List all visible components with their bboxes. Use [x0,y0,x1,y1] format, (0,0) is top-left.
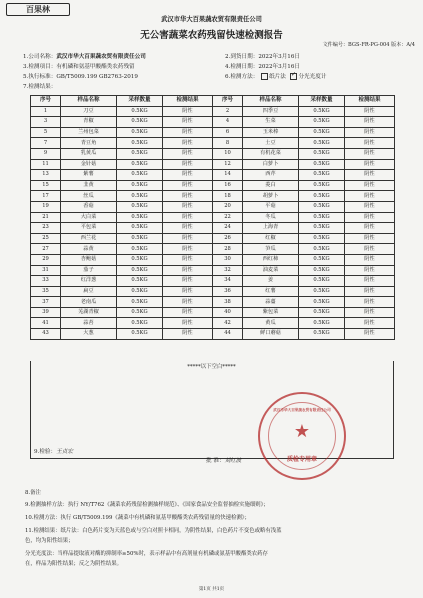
table-cell: 0.5KG [299,329,345,340]
table-cell: 阴性 [345,159,395,170]
table-cell: 44 [213,329,243,340]
table-cell: 阴性 [163,276,213,287]
table-cell: 13 [31,170,61,181]
company-logo: 百果林 [6,3,70,16]
table-row [31,106,395,117]
table-cell: 0.5KG [117,148,163,159]
spectrophotometer-label: 分光光度计 [298,74,327,80]
tester-field [34,447,73,455]
header-cell: 序号 [31,96,61,107]
table-cell: 11 [31,159,61,170]
table-row [31,170,395,181]
table-cell: 0.5KG [117,117,163,128]
table-cell: 8 [213,138,243,149]
table-cell: 31 [31,265,61,276]
table-cell: 33 [31,276,61,287]
table-cell: 0.5KG [117,233,163,244]
paper-method-label: 纸片法 [269,74,286,80]
header-cell: 样品名称 [243,96,299,107]
table-cell: 阴性 [163,180,213,191]
note-line: 分光光度法：当样品提取液对酶的抑制率≥50%时，表示样品中有高剂量有机磷或氨基甲酸酯类农药存 [25,551,268,557]
header-cell: 序号 [213,96,243,107]
table-cell: 老南瓜 [61,297,117,308]
note-line: 9.检测抽样方法：执行 NY/T762《蔬菜农药残留检测抽样规范》、《国家食品安全监督抽检实施细则》； [25,502,269,508]
table-cell: 阴性 [163,318,213,329]
seal-bottom-text: 质检专用章 [286,456,317,463]
table-cell: 0.5KG [299,244,345,255]
table-cell: 阴性 [345,244,395,255]
header-cell: 采样数量 [299,96,345,107]
table-cell: 菱白 [243,180,299,191]
table-row [31,297,395,308]
test-date-label: 4.检测日期： [225,64,259,70]
company-name-label: 1.公司名称： [23,54,57,60]
table-cell: 40 [213,307,243,318]
table-cell: 阴性 [345,170,395,181]
table-cell: 红洋葱 [61,276,117,287]
table-cell: 0.5KG [299,148,345,159]
table-cell: 1 [31,106,61,117]
table-cell: 紫包菜 [243,307,299,318]
table-cell: 阴性 [345,318,395,329]
table-cell: 0.5KG [299,233,345,244]
table-cell: 0.5KG [299,307,345,318]
table-cell: 26 [213,233,243,244]
table-cell: 15 [31,180,61,191]
table-cell: 阴性 [163,170,213,181]
table-cell: 阴性 [163,297,213,308]
table-cell: 29 [31,254,61,265]
table-cell: 阴性 [345,286,395,297]
table-cell: 0.5KG [299,297,345,308]
approver-field [206,456,241,464]
table-cell: 阴性 [345,297,395,308]
note-line: 10.检测方法：执行 GB/T5009.199《蔬菜中有机磷和氨基甲酸酯类农药残留量的快速检测》； [25,515,250,521]
table-cell: 冬瓜 [243,212,299,223]
table-cell: 刀豆 [61,106,117,117]
table-row [31,212,395,223]
table-cell: 20 [213,201,243,212]
table-cell: 西芹 [243,170,299,181]
table-cell: 32 [213,265,243,276]
tester-label: 9.检验： [34,449,57,455]
table-cell: 0.5KG [299,212,345,223]
table-cell: 阴性 [163,148,213,159]
table-cell: 37 [31,297,61,308]
table-cell: 阴性 [345,138,395,149]
table-cell: 平包菜 [61,223,117,234]
table-cell: 0.5KG [299,254,345,265]
table-cell: 25 [31,233,61,244]
paper-method-checkbox [261,73,268,80]
arrival-date-value: 2022年3月16日 [258,54,301,60]
table-cell: 阴性 [345,127,395,138]
table-cell: 阴性 [163,138,213,149]
page-number: 第1页 共1页 [198,587,225,592]
table-cell: 0.5KG [117,223,163,234]
table-header-row [31,96,395,107]
table-cell: 阴性 [163,254,213,265]
table-cell: 0.5KG [117,307,163,318]
table-cell: 0.5KG [117,201,163,212]
table-cell: 阴性 [163,329,213,340]
table-cell: 6 [213,127,243,138]
table-cell: 韭黄 [61,180,117,191]
table-cell: 3 [31,117,61,128]
table-cell: 上海青 [243,223,299,234]
table-cell: 0.5KG [117,106,163,117]
table-cell: 0.5KG [117,159,163,170]
table-cell: 阴性 [163,244,213,255]
table-row [31,148,395,159]
table-cell: 乳黄瓜 [61,148,117,159]
header-cell: 检测结果 [163,96,213,107]
table-cell: 阴性 [163,201,213,212]
table-cell: 青椒 [61,117,117,128]
document-number: 文件编号：BGS-FR-PG-004 版本：A/4 [322,42,415,48]
table-cell: 12 [213,159,243,170]
table-cell: 0.5KG [299,106,345,117]
table-cell: 0.5KG [299,117,345,128]
table-cell: 笋瓜 [243,244,299,255]
table-cell: 阴性 [163,212,213,223]
table-cell: 金针菇 [61,159,117,170]
table-cell: 0.5KG [117,318,163,329]
table-cell: 扁豆 [61,286,117,297]
results-label: 7.检测结果： [23,84,57,90]
table-cell: 蒜薹 [243,297,299,308]
header-cell: 采样数量 [117,96,163,107]
table-row [31,180,395,191]
table-cell: 土豆 [243,138,299,149]
table-cell: 0.5KG [117,244,163,255]
table-cell: 24 [213,223,243,234]
table-cell: 16 [213,180,243,191]
test-item-field [23,62,135,70]
table-cell: 0.5KG [117,286,163,297]
table-cell: 0.5KG [117,212,163,223]
standard-field [23,72,138,80]
table-cell: 7 [31,138,61,149]
header-cell: 样品名称 [61,96,117,107]
table-cell: 0.5KG [299,318,345,329]
table-cell: 42 [213,318,243,329]
table-cell: 阴性 [163,106,213,117]
test-item-value: 有机磷和氨基甲酸酯类农药残留 [56,64,135,70]
table-cell: 19 [31,201,61,212]
table-cell: 丝瓜 [61,191,117,202]
arrival-date-field [225,52,300,60]
table-cell: 0.5KG [117,127,163,138]
table-cell: 0.5KG [117,297,163,308]
table-cell: 阴性 [345,254,395,265]
table-row [31,276,395,287]
table-cell: 0.5KG [117,276,163,287]
table-cell: 茄子 [61,265,117,276]
table-cell: 兰州包菜 [61,127,117,138]
table-row [31,329,395,340]
table-row [31,307,395,318]
table-cell: 杏鲍菇 [61,254,117,265]
table-cell: 36 [213,286,243,297]
table-row [31,201,395,212]
table-cell: 阴性 [345,117,395,128]
table-cell: 油麦菜 [243,265,299,276]
note-line: 在，样品为阳性结果；反之为阴性结果。 [25,561,123,567]
table-cell: 阴性 [163,233,213,244]
table-cell: 阴性 [345,180,395,191]
table-cell: 17 [31,191,61,202]
table-cell: 阴性 [163,127,213,138]
table-cell: 阴性 [163,286,213,297]
table-cell: 西兰花 [61,233,117,244]
table-cell: 0.5KG [299,265,345,276]
table-cell: 黄瓜 [243,318,299,329]
table-cell: 39 [31,307,61,318]
table-cell: 5 [31,127,61,138]
table-cell: 34 [213,276,243,287]
standard-value: GB/T5009.199 GB2763-2019 [56,74,138,80]
table-cell: 2 [213,106,243,117]
table-cell: 阴性 [163,307,213,318]
table-cell: 0.5KG [299,127,345,138]
table-cell: 西红柿 [243,254,299,265]
note-line: 8.备注 [25,490,41,496]
note-line: 色，均为阳性结果； [25,538,74,544]
tester-signature: 王贞宏 [56,449,73,455]
results-table [30,95,395,340]
seal-star-icon: ★ [293,421,311,442]
note-line: 11.检测结果：纸片法：白色药片变为天蓝色或与空白对照卡相同，为阴性结果，白色药片不变色或略有浅蓝 [25,528,282,534]
table-cell: 玉米棒 [243,127,299,138]
table-cell: 胡萝卜 [243,191,299,202]
table-cell: 0.5KG [117,180,163,191]
table-cell: 0.5KG [299,180,345,191]
table-row [31,223,395,234]
table-cell: 0.5KG [299,138,345,149]
table-cell: 18 [213,191,243,202]
table-cell: 4 [213,117,243,128]
table-cell: 0.5KG [299,276,345,287]
company-name-field [23,52,146,60]
table-row [31,265,395,276]
table-row [31,318,395,329]
table-cell: 0.5KG [117,265,163,276]
table-cell: 生菜 [243,117,299,128]
table-cell: 0.5KG [117,329,163,340]
table-row [31,286,395,297]
table-cell: 阴性 [345,307,395,318]
table-cell: 阴性 [345,265,395,276]
company-header: 武汉市华大百果蔬农贸有限责任公司 [161,16,262,23]
arrival-date-label: 2.到货日期： [225,54,259,60]
table-cell: 蒜苔 [61,318,117,329]
table-cell: 27 [31,244,61,255]
table-cell: 9 [31,148,61,159]
table-cell: 阴性 [345,212,395,223]
table-cell: 鲜口蘑菇 [243,329,299,340]
test-item-label: 3.检测项目： [23,64,57,70]
quality-inspection-seal [258,392,346,480]
table-cell: 阴性 [345,191,395,202]
table-cell: 0.5KG [299,170,345,181]
table-cell: 红薯 [243,286,299,297]
table-row [31,159,395,170]
table-cell: 21 [31,212,61,223]
table-cell: 红椒 [243,233,299,244]
table-cell: 30 [213,254,243,265]
table-row [31,117,395,128]
table-cell: 0.5KG [299,191,345,202]
test-date-field [225,62,300,70]
method-label: 6.检测方法： [225,74,259,80]
table-row [31,244,395,255]
table-cell: 0.5KG [299,159,345,170]
table-cell: 大白菜 [61,212,117,223]
spectrophotometer-checkbox [290,73,297,80]
table-cell: 白萝卜 [243,159,299,170]
table-cell: 14 [213,170,243,181]
company-name-value: 武汉市华大百果蔬农贸有限责任公司 [56,54,146,60]
table-cell: 0.5KG [117,170,163,181]
table-cell: 阴性 [163,117,213,128]
table-cell: 紫薯 [61,170,117,181]
table-cell: 四季豆 [243,106,299,117]
table-cell: 23 [31,223,61,234]
table-cell: 阴性 [163,265,213,276]
table-row [31,233,395,244]
table-cell: 青豆角 [61,138,117,149]
table-cell: 阴性 [163,191,213,202]
table-cell: 有机花菜 [243,148,299,159]
table-cell: 平菇 [243,201,299,212]
method-field [225,72,326,80]
table-cell: 0.5KG [117,254,163,265]
table-cell: 阴性 [345,201,395,212]
test-date-value: 2022年3月16日 [258,64,301,70]
table-cell: 阴性 [345,148,395,159]
table-cell: 0.5KG [117,138,163,149]
seal-company-text: 武汉市华大百果蔬农贸有限责任公司 [273,408,331,412]
table-cell: 阴性 [345,223,395,234]
approver-label: 批 准： [206,458,225,464]
table-cell: 大葱 [61,329,117,340]
table-cell: 10 [213,148,243,159]
approver-signature: 刘红波 [224,458,242,464]
table-cell: 阴性 [345,106,395,117]
table-cell: 芜湖青椒 [61,307,117,318]
table-cell: 41 [31,318,61,329]
table-cell: 阴性 [163,159,213,170]
table-cell: 阴性 [345,276,395,287]
report-title: 无公害蔬菜农药残留快速检测报告 [140,30,283,41]
table-cell: 阴性 [345,329,395,340]
table-row [31,191,395,202]
table-cell: 阴性 [345,233,395,244]
table-cell: 43 [31,329,61,340]
table-cell: 22 [213,212,243,223]
table-cell: 0.5KG [117,191,163,202]
table-row [31,138,395,149]
table-row [31,254,395,265]
table-cell: 38 [213,297,243,308]
table-cell: 姜 [243,276,299,287]
table-cell: 蒜黄 [61,244,117,255]
table-cell: 0.5KG [299,223,345,234]
table-row [31,127,395,138]
table-cell: 阴性 [163,223,213,234]
header-cell: 检测结果 [345,96,395,107]
standard-label: 5.执行标准： [23,74,57,80]
table-cell: 0.5KG [299,286,345,297]
table-cell: 28 [213,244,243,255]
table-cell: 35 [31,286,61,297]
table-cell: 香菇 [61,201,117,212]
blank-note: *****以下空白***** [187,364,236,370]
table-cell: 0.5KG [299,201,345,212]
